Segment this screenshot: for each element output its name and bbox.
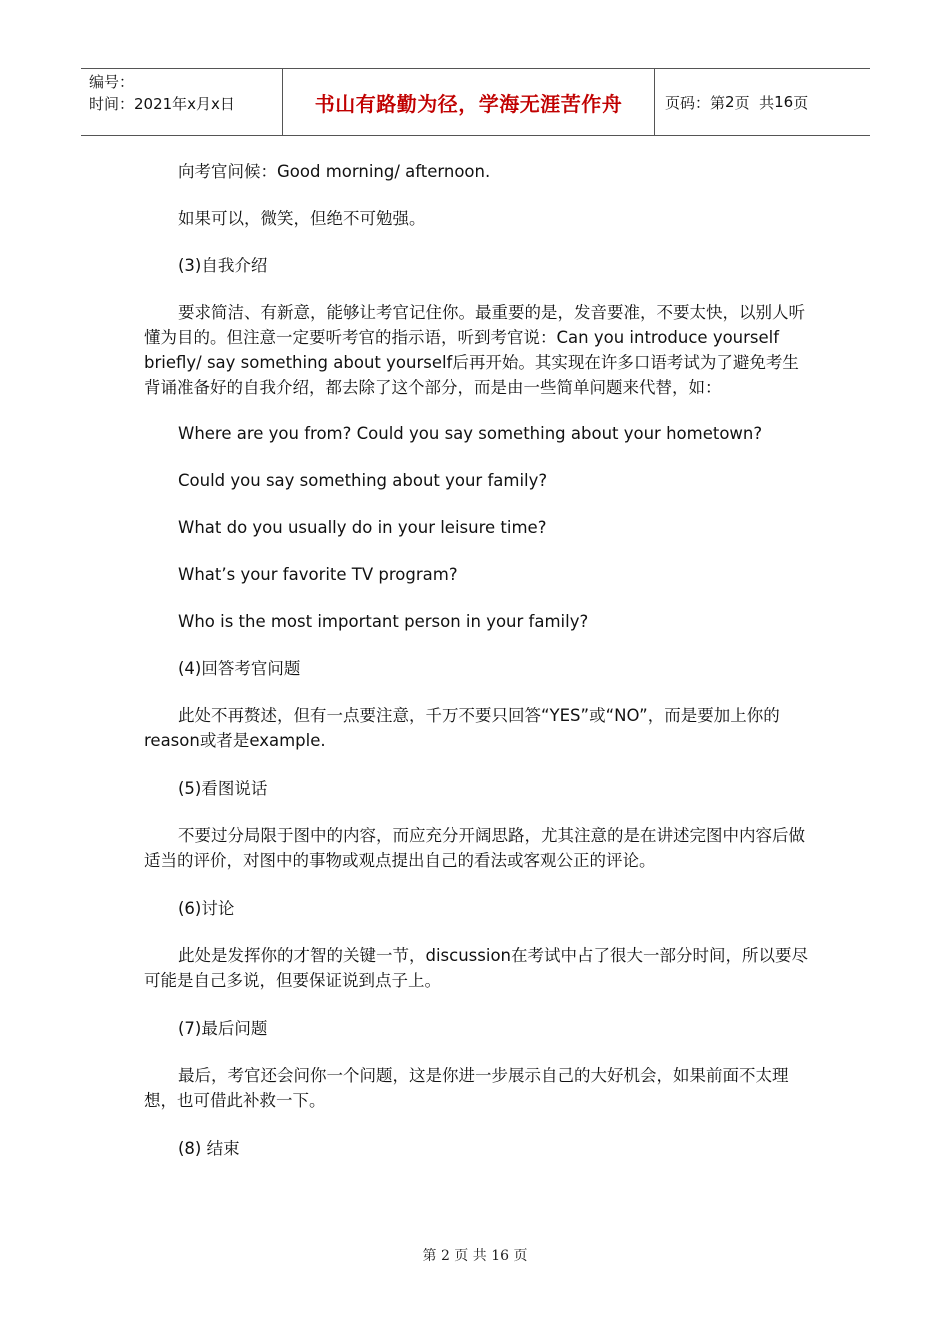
paragraph-greeting: 向考官问候：Good morning/ afternoon. <box>178 162 491 181</box>
paragraph-discussion: 此处是发挥你的才智的关键一节，discussion在考试中占了很大一部分时间，所以要尽可能是自己多说，但要保证说到点子上。 <box>144 946 809 990</box>
section-heading-answer-questions: (4)回答考官问题 <box>178 659 301 678</box>
paragraph-answer-questions: 此处不再赘述，但有一点要注意，千万不要只回答“YES”或“NO”，而是要加上你的reason或者是example. <box>144 706 780 750</box>
page-prefix: 页码：第 <box>665 93 726 112</box>
question-tv-program: What’s your favorite TV program? <box>178 565 458 584</box>
paragraph-self-intro: 要求简洁、有新意，能够让考官记住你。最重要的是，发音要准，不要太快，以别人听懂为目的。但注意一定要听考官的指示语，听到考官说：Can you introduce yourself briefly/ say something about yourself后再开始。其实现在许多口语考试为了避免考生背诵准备好的自我介绍，都去除了这个部分，而是由一些简单问题来代替，如： <box>144 303 805 397</box>
section-heading-picture-talk: (5)看图说话 <box>178 779 268 798</box>
page-current: 2 <box>725 93 735 111</box>
question-leisure: What do you usually do in your leisure time? <box>178 518 547 537</box>
serial-number-label: 编号： <box>89 73 135 91</box>
header-page-info <box>655 69 870 135</box>
page-suffix: 页 <box>793 93 809 112</box>
paragraph-picture-talk: 不要过分局限于图中的内容，而应充分开阔思路，尤其注意的是在讲述完图中内容后做适当的评价，对图中的事物或观点提出自己的看法或客观公正的评论。 <box>144 826 805 870</box>
page-header <box>81 68 870 136</box>
page-total: 16 <box>774 93 794 111</box>
section-heading-self-intro: (3)自我介绍 <box>178 256 268 275</box>
page-mid: 页 共 <box>734 93 775 112</box>
question-hometown: Where are you from? Could you say something about your hometown? <box>178 424 763 443</box>
section-heading-final-question: (7)最后问题 <box>178 1019 268 1038</box>
header-motto: 书山有路勤为径，学海无涯苦作舟 <box>282 69 655 135</box>
header-meta <box>81 69 282 135</box>
time-label: 时间：2021年x月x日 <box>89 95 235 113</box>
section-heading-ending: (8) 结束 <box>178 1139 240 1158</box>
paragraph-smile: 如果可以，微笑，但绝不可勉强。 <box>178 209 426 228</box>
paragraph-final-question: 最后，考官还会问你一个问题，这是你进一步展示自己的大好机会，如果前面不太理想，也可借此补救一下。 <box>144 1066 789 1110</box>
page-footer: 第 2 页 共 16 页 <box>422 1248 528 1264</box>
question-family: Could you say something about your family? <box>178 471 548 490</box>
section-heading-discussion: (6)讨论 <box>178 899 235 918</box>
question-important-person: Who is the most important person in your family? <box>178 612 589 631</box>
